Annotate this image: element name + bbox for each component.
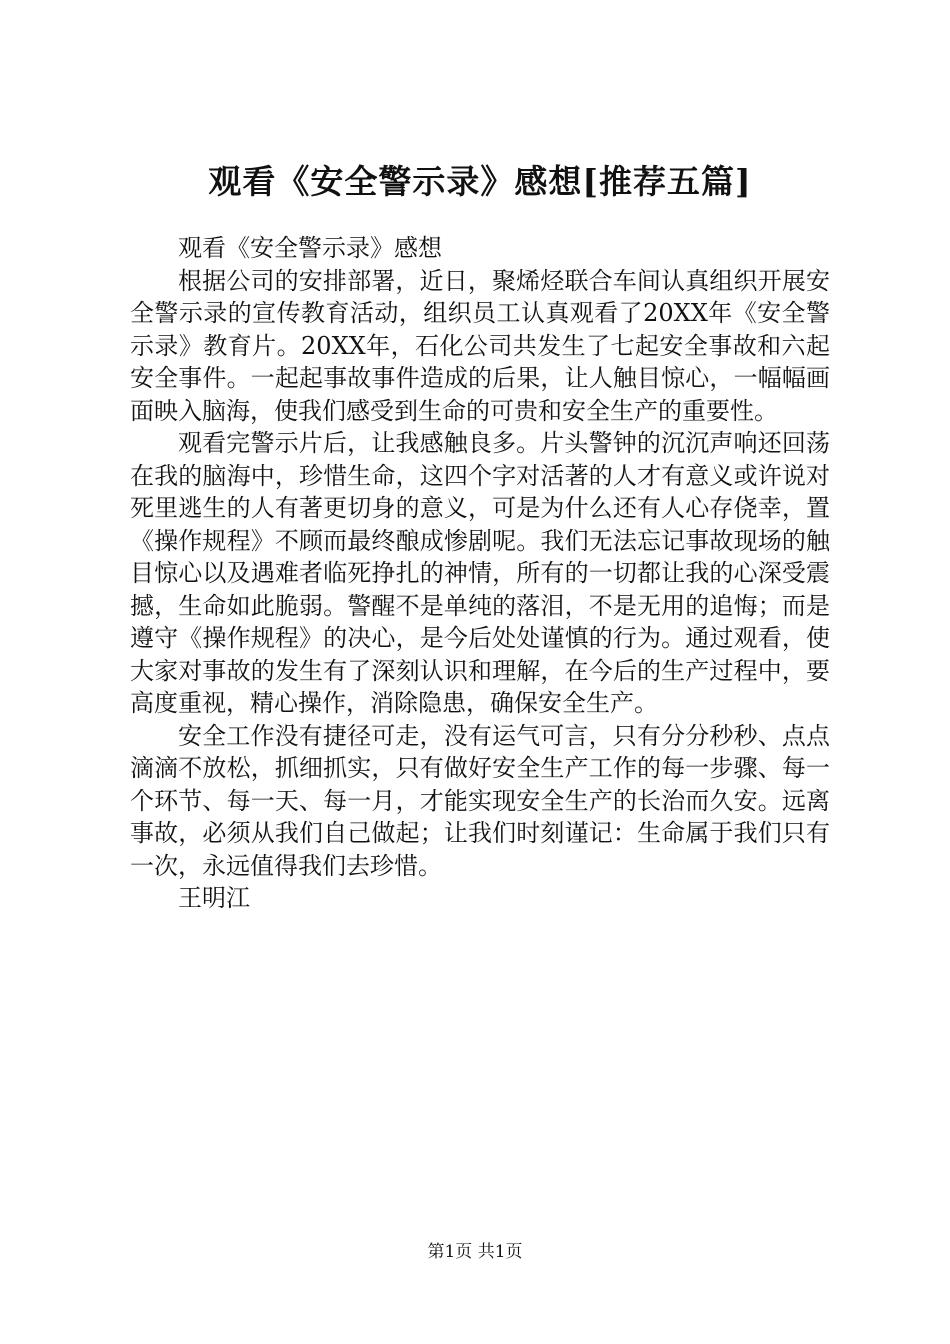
paragraph: 安全工作没有捷径可走，没有运气可言，只有分分秒秒、点点滴滴不放松，抓细抓实，只有做好安全生产工作的每一步骤、每一个环节、每一天、每一月，才能实现安全生产的长治而久安。远离事故，必须从我们自己做起；让我们时刻谨记：生命属于我们只有一次，永远值得我们去珍惜。 <box>130 721 830 880</box>
paragraph: 观看完警示片后，让我感触良多。片头警钟的沉沉声响还回荡在我的脑海中，珍惜生命，这四个字对活著的人才有意义或许说对死里逃生的人有著更切身的意义，可是为什么还有人心存侥幸，置《操作规程》不顾而最终酿成惨剧呢。我们无法忘记事故现场的触目惊心以及遇难者临死挣扎的神情，所有的一切都让我的心深受震撼，生命如此脆弱。警醒不是单纯的落泪，不是无用的追悔；而是遵守《操作规程》的决心，是今后处处谨慎的行为。通过观看，使大家对事故的发生有了深刻认识和理解，在今后的生产过程中，要高度重视，精心操作，消除隐患，确保安全生产。 <box>130 429 830 717</box>
paragraph: 根据公司的安排部署，近日，聚烯烃联合车间认真组织开展安全警示录的宣传教育活动，组织员工认真观看了20XX年《安全警示录》教育片。20XX年，石化公司共发生了七起安全事故和六起安全事件。一起起事故事件造成的后果，让人触目惊心，一幅幅画面映入脑海，使我们感受到生命的可贵和安全生产的重要性。 <box>130 266 830 425</box>
page-footer: 第1页 共1页 <box>427 1242 523 1262</box>
author-name: 王明江 <box>178 884 250 912</box>
document-title: 观看《安全警示录》感想[推荐五篇] <box>208 162 752 201</box>
document-body <box>130 232 830 915</box>
document-subtitle: 观看《安全警示录》感想 <box>178 234 442 262</box>
